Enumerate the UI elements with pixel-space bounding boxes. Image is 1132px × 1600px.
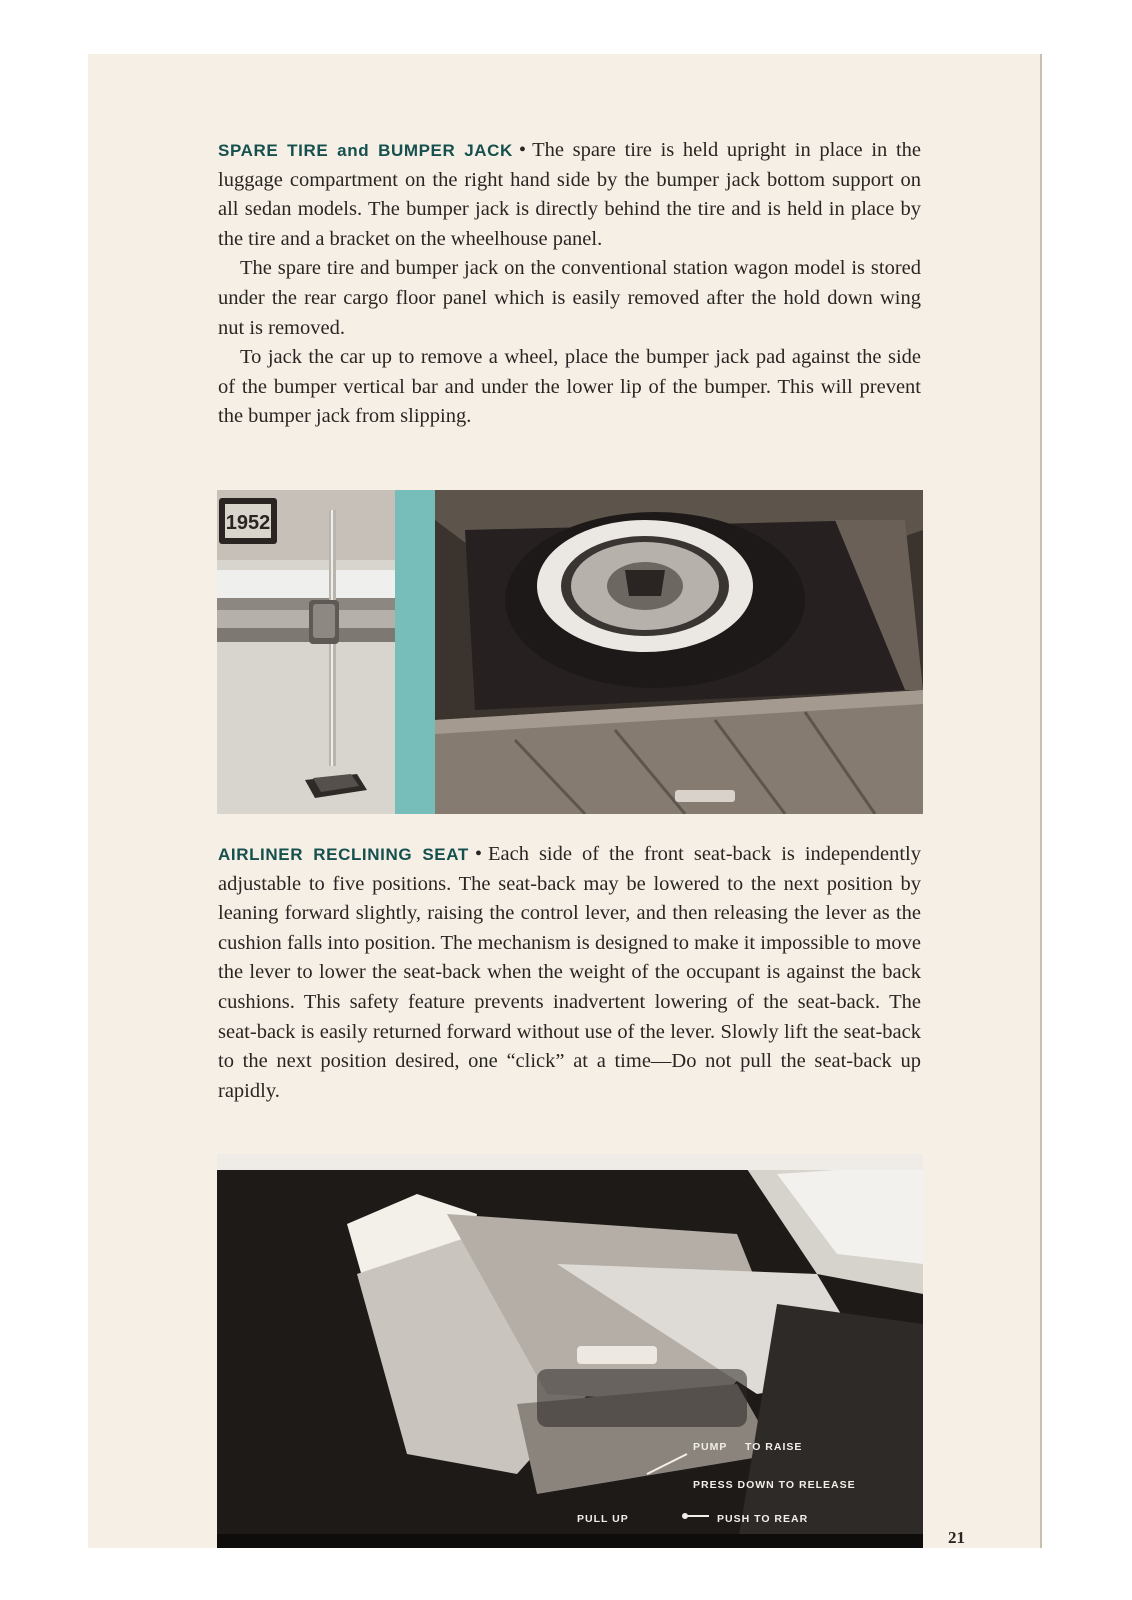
spare-tire-heading: SPARE TIRE and BUMPER JACK <box>218 141 513 160</box>
reclining-seat-text: Each side of the front seat-back is independently adjustable to five positions. The seat-back may be lowered to the next position by leaning forward slightly, raising the control lever, and then releasing the lever as the cushion falls into position. The mechanism is designed to make it impossible to move the lever to lower the seat-back when the weight of the occupant is against the back cushions. This safety feature prevents inadvertent lowering of the seat-back. The seat-back is easily returned forward without use of the lever. Slowly lift the seat-back to the next position desired, one “click” at a time—Do not pull the seat-back up rapidly. <box>218 843 921 1102</box>
bumper-jack-illustration <box>217 490 395 814</box>
reclining-seat-photo <box>217 1154 923 1548</box>
reclining-seat-heading: AIRLINER RECLINING SEAT <box>218 845 469 864</box>
reclining-seat-paragraph <box>218 840 921 1106</box>
press-down-label: PRESS DOWN TO RELEASE <box>693 1479 856 1491</box>
page-number: 21 <box>948 1528 965 1547</box>
pump-label: PUMP <box>693 1441 728 1453</box>
spare-tire-text-1: The spare tire is held upright in place in the luggage compartment on the right hand side by the bumper jack bottom support on all sedan models. The bumper jack is directly behind the tire and is held in place by the tire and a bracket on the wheelhouse panel. <box>218 139 922 250</box>
spare-tire-photo <box>435 490 923 814</box>
heading-bullet: • <box>474 843 482 865</box>
spare-tire-paragraph-1 <box>218 136 921 254</box>
spare-tire-illustration <box>435 490 923 814</box>
manual-page <box>88 54 1042 1548</box>
pull-up-label: PULL UP <box>577 1513 629 1525</box>
reclining-seat-illustration <box>217 1154 923 1548</box>
spare-tire-paragraph-2: The spare tire and bumper jack on the conventional station wagon model is stored under the rear cargo floor panel which is easily removed after the hold down wing nut is removed. <box>218 257 921 339</box>
push-to-rear-label: PUSH TO REAR <box>717 1513 809 1525</box>
spare-tire-paragraph-3: To jack the car up to remove a wheel, place the bumper jack pad against the side of the bumper vertical bar and under the lower lip of the bumper. This will prevent the bumper jack from slipping. <box>218 346 921 428</box>
accent-color-strip <box>395 490 435 814</box>
pointer-dot <box>682 1513 688 1519</box>
heading-bullet: • <box>518 139 527 161</box>
spare-tire-section <box>218 136 921 432</box>
reclining-seat-section <box>218 840 921 1106</box>
license-plate-text: 1952 <box>225 512 271 534</box>
bumper-jack-photo <box>217 490 395 814</box>
to-raise-label: TO RAISE <box>745 1441 803 1453</box>
